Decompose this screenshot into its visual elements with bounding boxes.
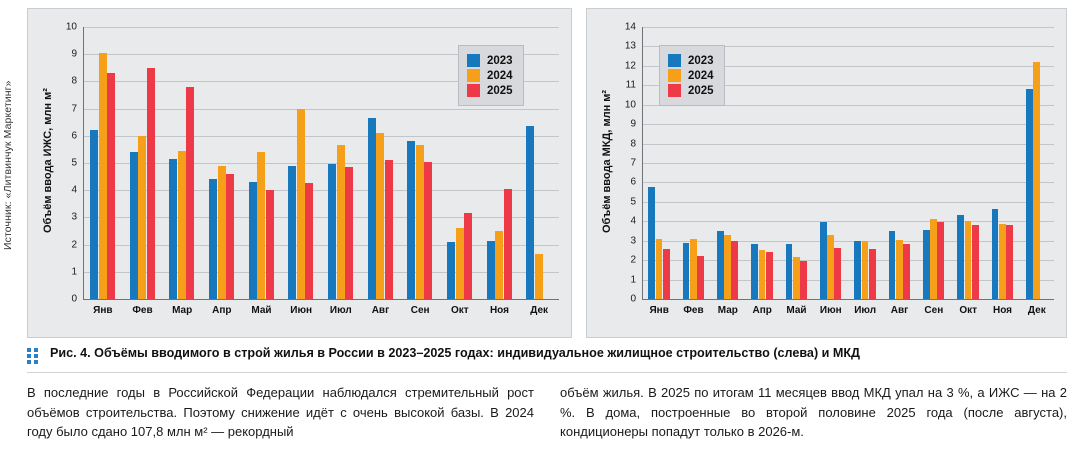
legend-label-2024: 2024 <box>487 69 513 82</box>
y-axis-tick: 13 <box>624 40 636 52</box>
legend-label-2025: 2025 <box>487 84 513 97</box>
legend-swatch-2025 <box>467 84 480 97</box>
grid-line <box>642 124 1054 125</box>
bar-2024-Апр <box>759 250 766 299</box>
x-axis-tick: Ноя <box>992 305 1013 316</box>
caption-text: Рис. 4. Объёмы вводимого в строй жилья в России в 2023–2025 годах: индивидуальное жилищное строительство (слева) и МКД <box>50 346 861 360</box>
bar-2024-Янв <box>656 239 663 299</box>
y-axis-tick: 3 <box>630 235 636 247</box>
bar-2024-Окт <box>965 221 972 299</box>
divider <box>27 372 1067 373</box>
legend-item-2025 <box>467 84 513 97</box>
bar-2024-Июл <box>862 241 869 299</box>
x-axis-tick: Июл <box>854 305 877 316</box>
bar-2025-Апр <box>766 252 773 299</box>
y-axis-tick: 2 <box>630 254 636 266</box>
x-axis-tick: Авг <box>371 305 390 316</box>
bar-2025-Фев <box>147 68 155 299</box>
y-axis-tick: 5 <box>71 157 77 169</box>
bar-2025-Янв <box>663 249 670 300</box>
bar-2025-Янв <box>107 73 115 299</box>
y-axis-tick: 6 <box>71 130 77 142</box>
grid-line <box>83 299 559 300</box>
x-axis-tick: Авг <box>890 305 909 316</box>
grid-line <box>642 163 1054 164</box>
dots-icon <box>27 348 41 364</box>
bar-2023-Янв <box>648 187 655 299</box>
bar-2023-Июн <box>288 166 296 299</box>
legend-swatch-2024 <box>467 69 480 82</box>
bar-2025-Май <box>800 261 807 299</box>
bar-2023-Июн <box>820 222 827 299</box>
bar-2025-Фев <box>697 256 704 299</box>
bar-2024-Мар <box>178 151 186 299</box>
bar-2024-Ноя <box>495 231 503 299</box>
body-column-left <box>27 383 534 442</box>
x-axis-tick: Окт <box>959 305 977 316</box>
legend-label-2023: 2023 <box>487 54 513 67</box>
x-axis-tick: Окт <box>450 305 469 316</box>
y-axis-tick: 2 <box>71 239 77 251</box>
bar-2024-Июл <box>337 145 345 299</box>
y-axis-tick: 7 <box>71 103 77 115</box>
y-axis-tick: 0 <box>630 293 636 305</box>
bar-2025-Ноя <box>504 189 512 299</box>
x-axis-tick: Апр <box>752 305 772 316</box>
y-axis-tick: 8 <box>71 75 77 87</box>
y-axis-tick: 1 <box>630 274 636 286</box>
bar-2025-Июл <box>345 167 353 299</box>
bar-2024-Май <box>793 257 800 299</box>
bar-2024-Окт <box>456 228 464 299</box>
grid-line <box>642 27 1054 28</box>
chart-mkd <box>586 8 1067 338</box>
y-axis-tick: 10 <box>65 21 77 33</box>
legend-item-2023 <box>467 54 513 67</box>
bar-2024-Янв <box>99 53 107 299</box>
body-text-right: объём жилья. В 2025 по итогам 11 месяцев ввод МКД упал на 3 %, а ИЖС — на 2 %. В дома, построенные во второй половине 2025 года (после августа), кондиционеры попадут только в 2026-м. <box>560 385 1067 439</box>
y-axis-label: Объём ввода ИЖС, млн м² <box>42 88 54 233</box>
body-column-right <box>560 383 1067 442</box>
bar-2025-Авг <box>903 244 910 299</box>
legend-label-2023: 2023 <box>688 54 714 67</box>
body-text-left: В последние годы в Российской Федерации наблюдался стремительный рост объёмов строительства. Поэтому снижение идёт с очень высокой базы. В 2024 году было сдано 107,8 млн м² — рекордный <box>27 385 534 439</box>
chart-izhs <box>27 8 572 338</box>
grid-line <box>642 182 1054 183</box>
x-axis-tick: Янв <box>649 305 669 316</box>
bar-2024-Сен <box>930 219 937 299</box>
y-axis-tick: 12 <box>624 60 636 72</box>
bar-2024-Май <box>257 152 265 299</box>
bar-2025-Авг <box>385 160 393 299</box>
legend-swatch-2023 <box>668 54 681 67</box>
bar-2025-Сен <box>937 222 944 299</box>
legend-swatch-2023 <box>467 54 480 67</box>
y-axis-tick: 10 <box>624 99 636 111</box>
x-axis-tick: Май <box>786 305 807 316</box>
x-axis-tick: Фев <box>132 305 153 316</box>
y-axis-tick: 0 <box>71 293 77 305</box>
bar-2025-Мар <box>731 241 738 299</box>
bar-2023-Сен <box>923 230 930 299</box>
x-axis-tick: Сен <box>410 305 430 316</box>
grid-line <box>642 144 1054 145</box>
bar-2023-Май <box>249 182 257 299</box>
legend <box>458 45 524 106</box>
bar-2023-Июл <box>328 164 336 299</box>
bar-2023-Мар <box>717 231 724 299</box>
legend <box>659 45 725 106</box>
x-axis-tick: Сен <box>924 305 944 316</box>
y-axis-tick: 1 <box>71 266 77 278</box>
y-axis-tick: 4 <box>71 184 77 196</box>
bar-2024-Дек <box>1033 62 1040 299</box>
bar-2025-Апр <box>226 174 234 299</box>
bar-2024-Мар <box>724 235 731 299</box>
bar-2025-Июл <box>869 249 876 300</box>
bar-2023-Янв <box>90 130 98 299</box>
grid-line <box>642 202 1054 203</box>
bar-2023-Ноя <box>992 209 999 299</box>
bar-2023-Окт <box>957 215 964 299</box>
y-axis-tick: 6 <box>630 176 636 188</box>
body-columns <box>27 383 1067 442</box>
bar-2023-Май <box>786 244 793 299</box>
bar-2025-Июн <box>834 248 841 299</box>
bar-2023-Сен <box>407 141 415 299</box>
legend-item-2023 <box>668 54 714 67</box>
legend-swatch-2024 <box>668 69 681 82</box>
legend-swatch-2025 <box>668 84 681 97</box>
bar-2024-Дек <box>535 254 543 299</box>
legend-item-2024 <box>668 69 714 82</box>
source-note: Источник: «Литвинчук Маркетинг» <box>2 80 14 250</box>
y-axis-tick: 5 <box>630 196 636 208</box>
bar-2025-Окт <box>972 225 979 299</box>
y-axis-tick: 8 <box>630 138 636 150</box>
y-axis-tick: 3 <box>71 211 77 223</box>
bar-2024-Фев <box>690 239 697 299</box>
x-axis-tick: Май <box>251 305 272 316</box>
bar-2023-Авг <box>368 118 376 299</box>
bar-2024-Ноя <box>999 224 1006 299</box>
charts-row <box>27 8 1067 338</box>
y-axis-tick: 7 <box>630 157 636 169</box>
bar-2025-Окт <box>464 213 472 299</box>
bar-2023-Мар <box>169 159 177 299</box>
bar-2025-Сен <box>424 162 432 299</box>
grid-line <box>642 299 1054 300</box>
bar-2023-Фев <box>130 152 138 299</box>
bar-2024-Апр <box>218 166 226 299</box>
y-axis-line <box>83 27 84 299</box>
x-axis-tick: Ноя <box>489 305 509 316</box>
bar-2023-Авг <box>889 231 896 299</box>
y-axis-label: Объём ввода МКД, млн м² <box>601 89 613 233</box>
x-axis-tick: Апр <box>212 305 232 316</box>
grid-line <box>83 27 559 28</box>
legend-item-2024 <box>467 69 513 82</box>
bar-2023-Окт <box>447 242 455 299</box>
x-axis-tick: Дек <box>1027 305 1046 316</box>
x-axis-tick: Июн <box>290 305 313 316</box>
bar-2023-Ноя <box>487 241 495 299</box>
bar-2023-Фев <box>683 243 690 299</box>
legend-label-2025: 2025 <box>688 84 714 97</box>
x-axis-tick: Июн <box>819 305 842 316</box>
y-axis-line <box>642 27 643 299</box>
legend-item-2025 <box>668 84 714 97</box>
figure-caption <box>27 345 1067 364</box>
x-axis-tick: Фев <box>683 305 704 316</box>
bar-2025-Ноя <box>1006 225 1013 299</box>
bar-2023-Дек <box>526 126 534 299</box>
y-axis-tick: 4 <box>630 215 636 227</box>
bar-2024-Июн <box>297 109 305 299</box>
bar-2025-Май <box>266 190 274 299</box>
bar-2023-Дек <box>1026 89 1033 299</box>
bar-2024-Июн <box>827 235 834 299</box>
y-axis-tick: 14 <box>624 21 636 33</box>
bar-2025-Июн <box>305 183 313 299</box>
x-axis-tick: Мар <box>172 305 193 316</box>
legend-label-2024: 2024 <box>688 69 714 82</box>
bar-2023-Апр <box>751 244 758 299</box>
y-axis-tick: 11 <box>625 79 636 91</box>
bar-2024-Сен <box>416 145 424 299</box>
x-axis-tick: Дек <box>530 305 549 316</box>
bar-2024-Авг <box>376 133 384 299</box>
bar-2024-Авг <box>896 240 903 299</box>
x-axis-tick: Мар <box>717 305 738 316</box>
bar-2023-Июл <box>854 241 861 299</box>
x-axis-tick: Янв <box>93 305 113 316</box>
y-axis-tick: 9 <box>630 118 636 130</box>
bar-2023-Апр <box>209 179 217 299</box>
bar-2025-Мар <box>186 87 194 299</box>
bar-2024-Фев <box>138 136 146 299</box>
x-axis-tick: Июл <box>329 305 352 316</box>
y-axis-tick: 9 <box>71 48 77 60</box>
